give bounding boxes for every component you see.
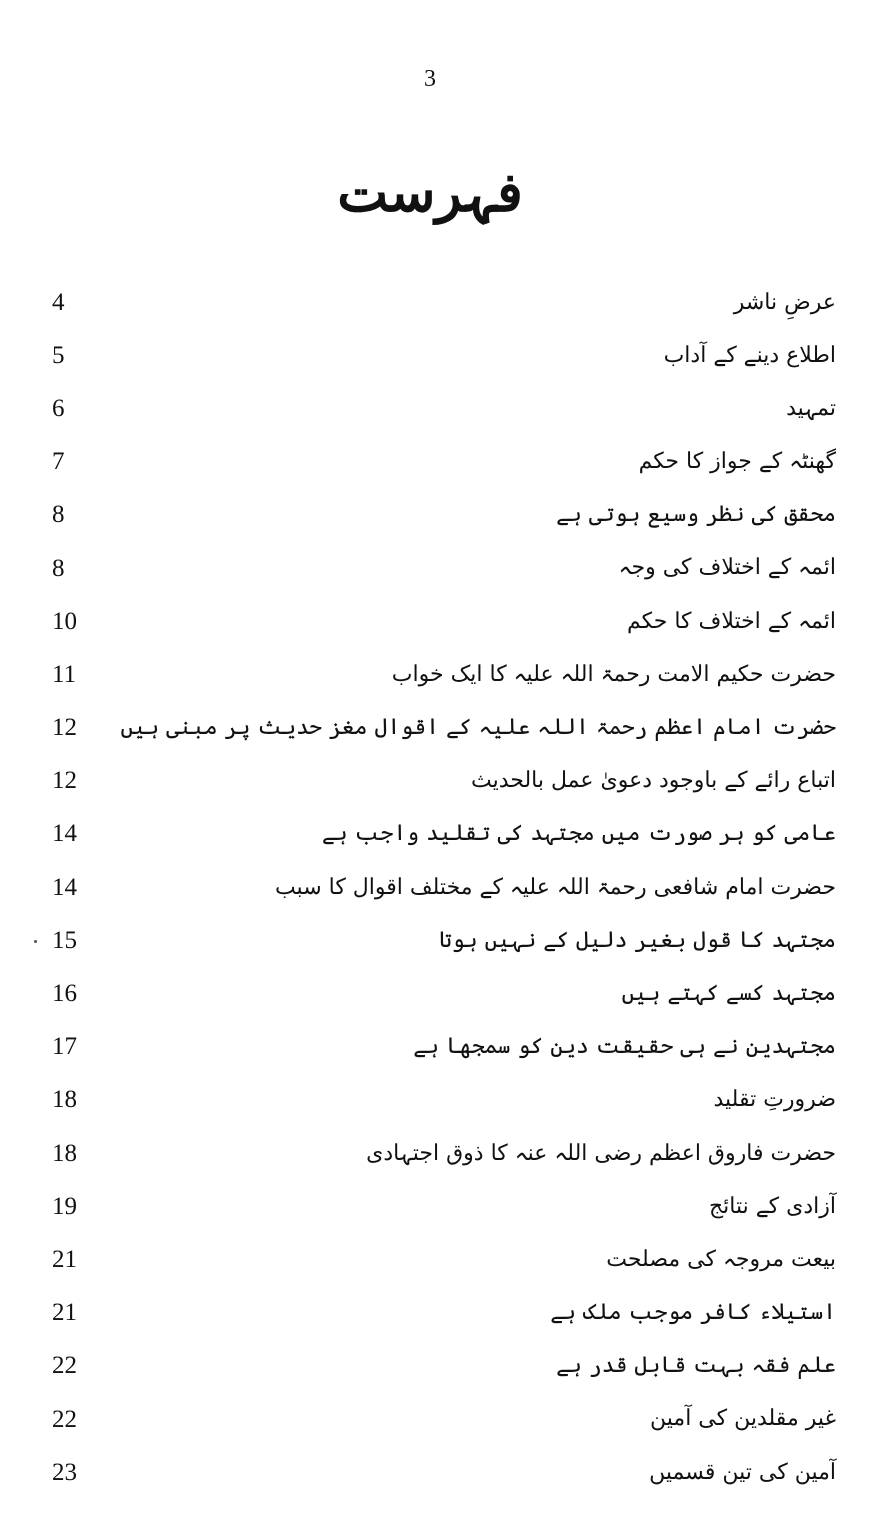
toc-entry [40,436,836,489]
toc-entry [40,1287,836,1340]
toc-entry-title: علم فقہ بہت قابل قدر ہے [556,1353,836,1379]
toc-entry-title: مجتہد کا قول بغیر دلیل کے نہیں ہوتا [439,927,836,953]
toc-entry-page-number: 18 [52,1086,77,1114]
toc-entry-page-number: 11 [52,660,77,688]
toc-entry-page-number: 7 [52,448,65,476]
toc-entry-page-number: 12 [52,767,77,795]
toc-entry-title: ائمہ کے اختلاف کا حکم [626,608,836,634]
toc-entry-title: آمین کی تین قسمیں [649,1459,836,1485]
toc-entry [40,702,836,755]
toc-entry [40,595,836,648]
toc-entry-page-number: 22 [52,1352,77,1380]
toc-entry [40,489,836,542]
toc-entry [40,1393,836,1446]
toc-entry [40,542,836,595]
toc-entry [40,808,836,861]
toc-entry-page-number: 16 [52,980,77,1008]
toc-entry-page-number: 8 [52,501,65,529]
toc-entry-title: حضرت امام شافعی رحمۃ اللہ علیہ کے مختلف اقوال کا سبب [274,874,836,900]
toc-entry-title: آزادی کے نتائج [708,1193,836,1219]
toc-entry-page-number: 17 [52,1033,77,1061]
toc-entry-page-number: 4 [52,288,65,316]
toc-entry [40,1180,836,1233]
toc-entry-page-number: 5 [52,341,65,369]
toc-entry [40,861,836,914]
toc-entry-title: ضرورتِ تقلید [713,1087,836,1113]
toc-entry-title: استیلاء کافر موجب ملک ہے [550,1300,836,1326]
toc-entry-title: گھنٹہ کے جواز کا حکم [638,449,836,475]
toc-entry-page-number: 14 [52,873,77,901]
toc-entry [40,1340,836,1393]
toc-entry [40,967,836,1020]
toc-entry-title: مجتہد کسے کہتے ہیں [621,980,836,1006]
toc-entry-title: اتباع رائے کے باوجود دعویٰ عمل بالحدیث [470,768,836,794]
toc-entry-page-number: 8 [52,554,65,582]
toc-entry [40,1074,836,1127]
toc-entry-page-number: 18 [52,1139,77,1167]
toc-entry-title: ائمہ کے اختلاف کی وجہ [618,555,836,581]
toc-entry [40,1233,836,1286]
toc-entry [40,1127,836,1180]
toc-entry-page-number: 6 [52,394,65,422]
toc-entry-page-number: 21 [52,1245,77,1273]
toc-entry-page-number: 19 [52,1192,77,1220]
toc-entry-title: مجتہدین نے ہی حقیقت دین کو سمجھا ہے [413,1034,836,1060]
toc-entry-page-number: 14 [52,820,77,848]
toc-entry [40,755,836,808]
toc-entry [40,329,836,382]
toc-entry-title: حضرت فاروق اعظم رضی اللہ عنہ کا ذوق اجتہادی [366,1140,836,1166]
stray-dot-mark [34,940,37,943]
toc-entry [40,1021,836,1074]
toc-entry-title: حضرت امام اعظم رحمۃ اللہ علیہ کے اقوال مغز حدیث پر مبنی ہیں [120,715,836,740]
toc-entry-title: حضرت حکیم الامت رحمۃ اللہ علیہ کا ایک خواب [391,661,836,687]
page-title: فہرست [337,160,523,224]
toc-entry [40,276,836,329]
toc-entry [40,1446,836,1499]
toc-entry-page-number: 12 [52,714,77,742]
toc-entry-title: عرضِ ناشر [733,289,836,315]
toc-entry-page-number: 22 [52,1405,77,1433]
toc-entry-title: تمہید [786,395,836,421]
table-of-contents [40,276,836,1499]
toc-entry [40,648,836,701]
toc-entry [40,382,836,435]
toc-entry-title: محقق کی نظر وسیع ہوتی ہے [556,502,836,528]
toc-entry-title: غیر مقلدین کی آمین [650,1406,836,1432]
toc-entry-title: اطلاع دینے کے آداب [663,342,836,368]
toc-entry-title: عامی کو ہر صورت میں مجتہد کی تقلید واجب ہے [321,821,836,847]
page-number: 3 [424,66,436,92]
toc-entry-page-number: 23 [52,1458,77,1486]
toc-entry-title: بیعت مروجہ کی مصلحت [606,1246,836,1272]
toc-entry [40,914,836,967]
toc-entry-page-number: 10 [52,607,77,635]
toc-entry-page-number: 15 [52,926,77,954]
toc-entry-page-number: 21 [52,1299,77,1327]
